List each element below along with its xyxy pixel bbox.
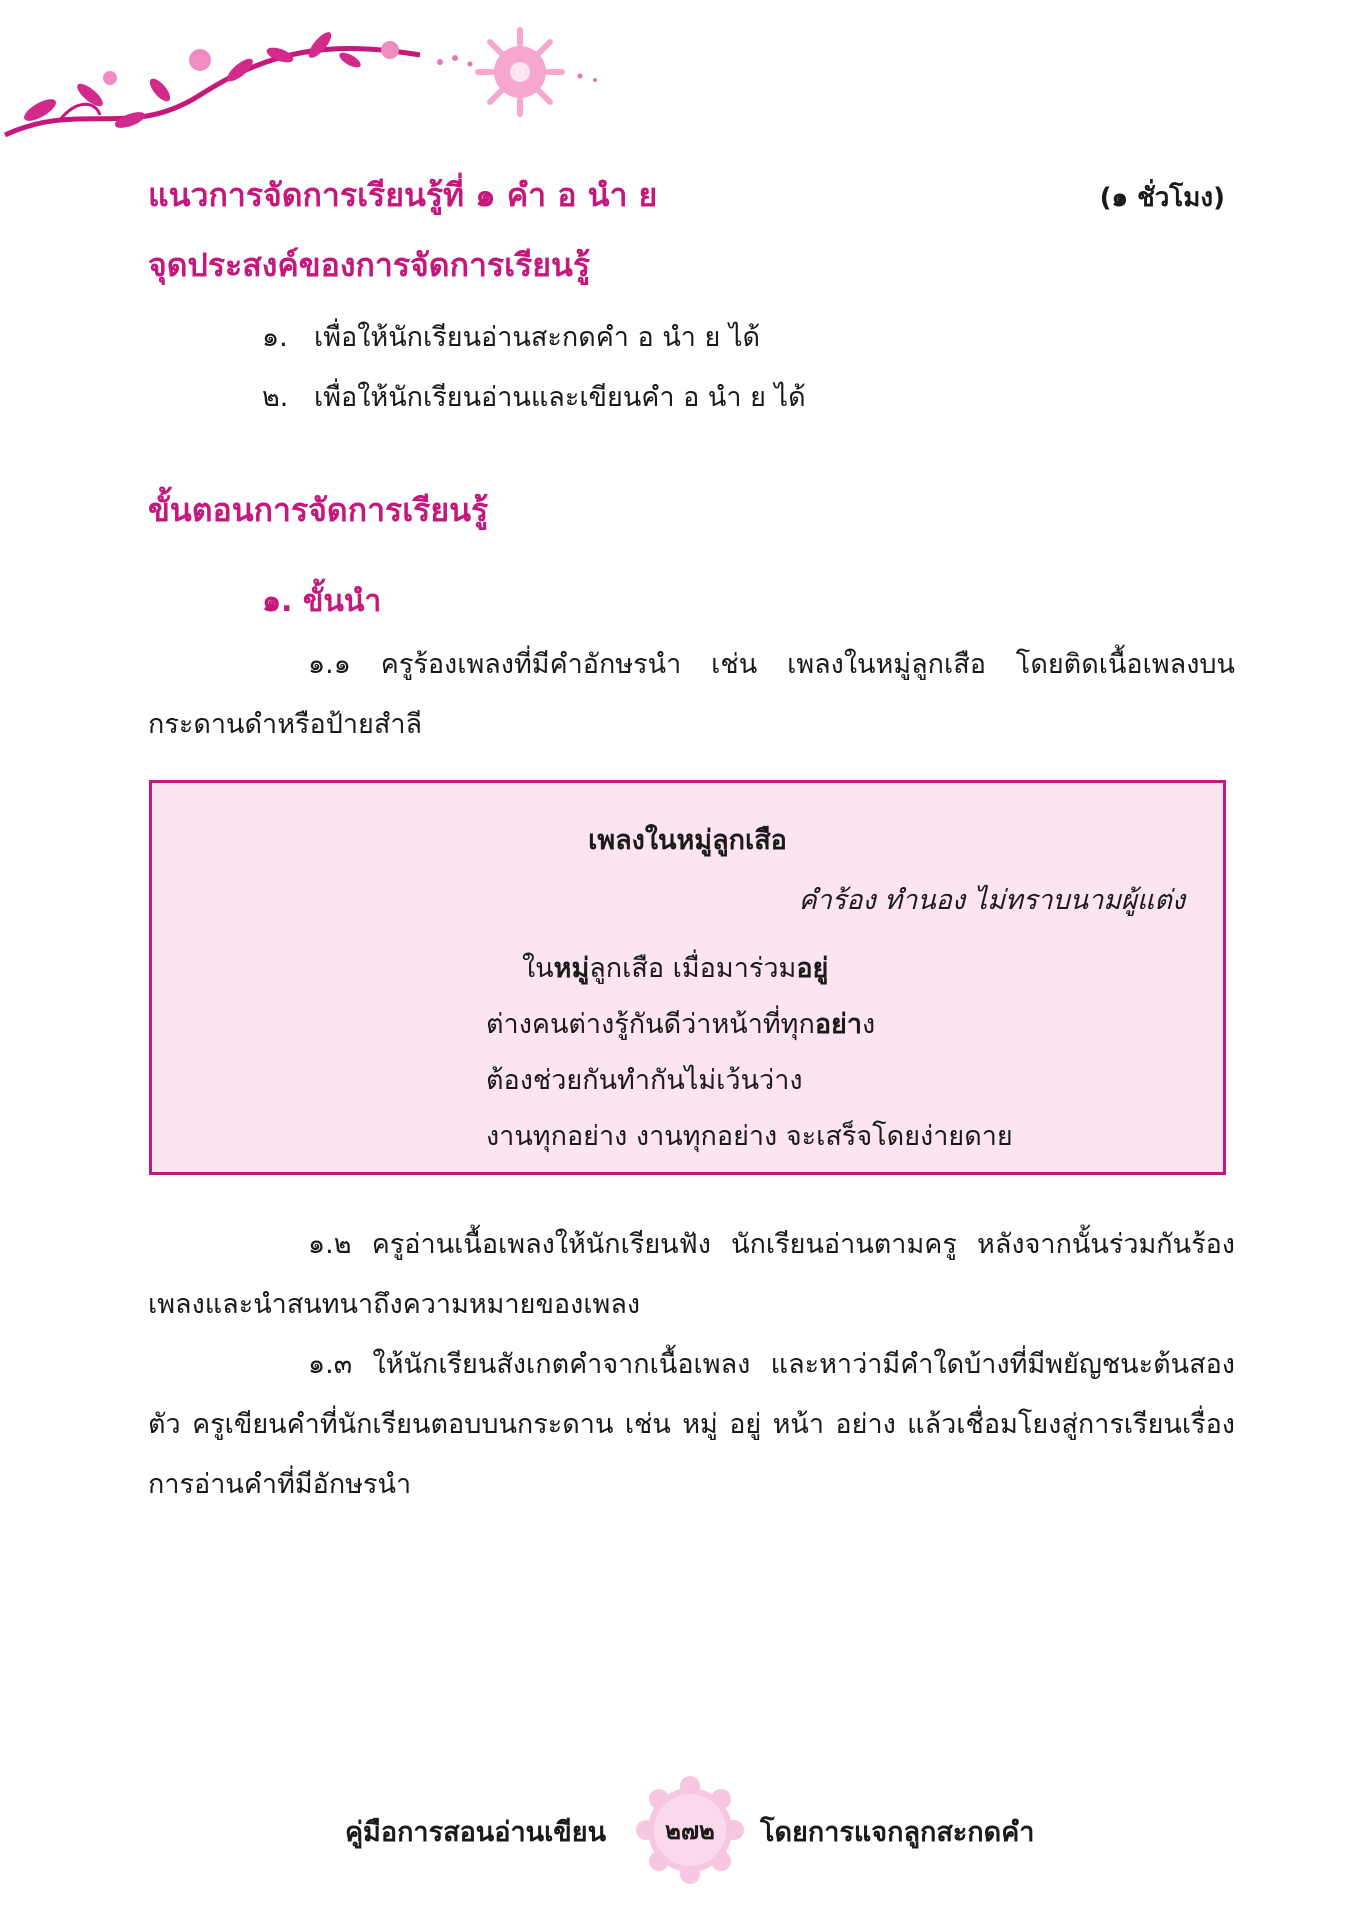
steps-heading: ขั้นตอนการจัดการเรียนรู้ [148, 491, 489, 529]
song-box [149, 780, 1226, 1175]
lesson-title: แนวการจัดการเรียนรู้ที่ ๑ คำ อ นำ ย [148, 176, 658, 214]
lyric-line-2: ต่างคนต่างรู้กันดีว่าหน้าที่ทุกอย่าง [486, 1009, 876, 1040]
lyric-line-4: งานทุกอย่าง งานทุกอย่าง จะเสร็จโดยง่ายดาย [486, 1121, 1013, 1152]
page-number: ๒๗๒ [665, 1817, 715, 1845]
floral-vine-decoration [0, 0, 620, 160]
objective-text: เพื่อให้นักเรียนอ่านและเขียนคำ อ นำ ย ได้ [314, 382, 806, 413]
footer-left-title: คู่มือการสอนอ่านเขียน [345, 1817, 607, 1848]
objective-item [262, 380, 806, 416]
objective-text: เพื่อให้นักเรียนอ่านสะกดคำ อ นำ ย ได้ [314, 322, 761, 353]
objective-item [262, 320, 760, 356]
step-paragraph-1-2 [148, 1215, 1235, 1335]
objective-number: ๒. [262, 382, 289, 413]
lyric-line-3: ต้องช่วยกันทำกันไม่เว้นว่าง [486, 1065, 803, 1096]
step-text: ๑.๑ ครูร้องเพลงที่มีคำอักษรนำ เช่น เพลงในหมู่ลูกเสือ โดยติดเนื้อเพลงบนกระดานดำหรือป้ายสำลี [148, 649, 1235, 740]
objective-number: ๑. [262, 322, 288, 353]
step-text: ๑.๓ ให้นักเรียนสังเกตคำจากเนื้อเพลง และหาว่ามีคำใดบ้างที่มีพยัญชนะต้นสองตัว ครูเขียนคำที่นักเรียนตอบบนกระดาน เช่น หมู่ อยู่ หน้า อย่าง แล้วเชื่อมโยงสู่การเรียนเรื่องการอ่านคำที่มีอักษรนำ [148, 1349, 1235, 1500]
footer-right-title: โดยการแจกลูกสะกดคำ [760, 1817, 1035, 1848]
intro-step-heading: ๑. ขั้นนำ [262, 584, 382, 619]
step-paragraph-1-1 [148, 635, 1235, 755]
step-text: ๑.๒ ครูอ่านเนื้อเพลงให้นักเรียนฟัง นักเรียนอ่านตามครู หลังจากนั้นร่วมกันร้องเพลงและนำสนทนาถึงความหมายของเพลง [148, 1229, 1235, 1320]
step-paragraph-1-3 [148, 1335, 1235, 1515]
song-credit: คำร้อง ทำนอง ไม่ทราบนามผู้แต่ง [798, 885, 1185, 916]
lesson-duration: (๑ ชั่วโมง) [1099, 183, 1225, 213]
song-title: เพลงในหมู่ลูกเสือ [588, 825, 787, 856]
lyric-line-1: ในหมู่ลูกเสือ เมื่อมาร่วมอยู่ [522, 953, 829, 984]
objectives-heading: จุดประสงค์ของการจัดการเรียนรู้ [148, 246, 591, 284]
